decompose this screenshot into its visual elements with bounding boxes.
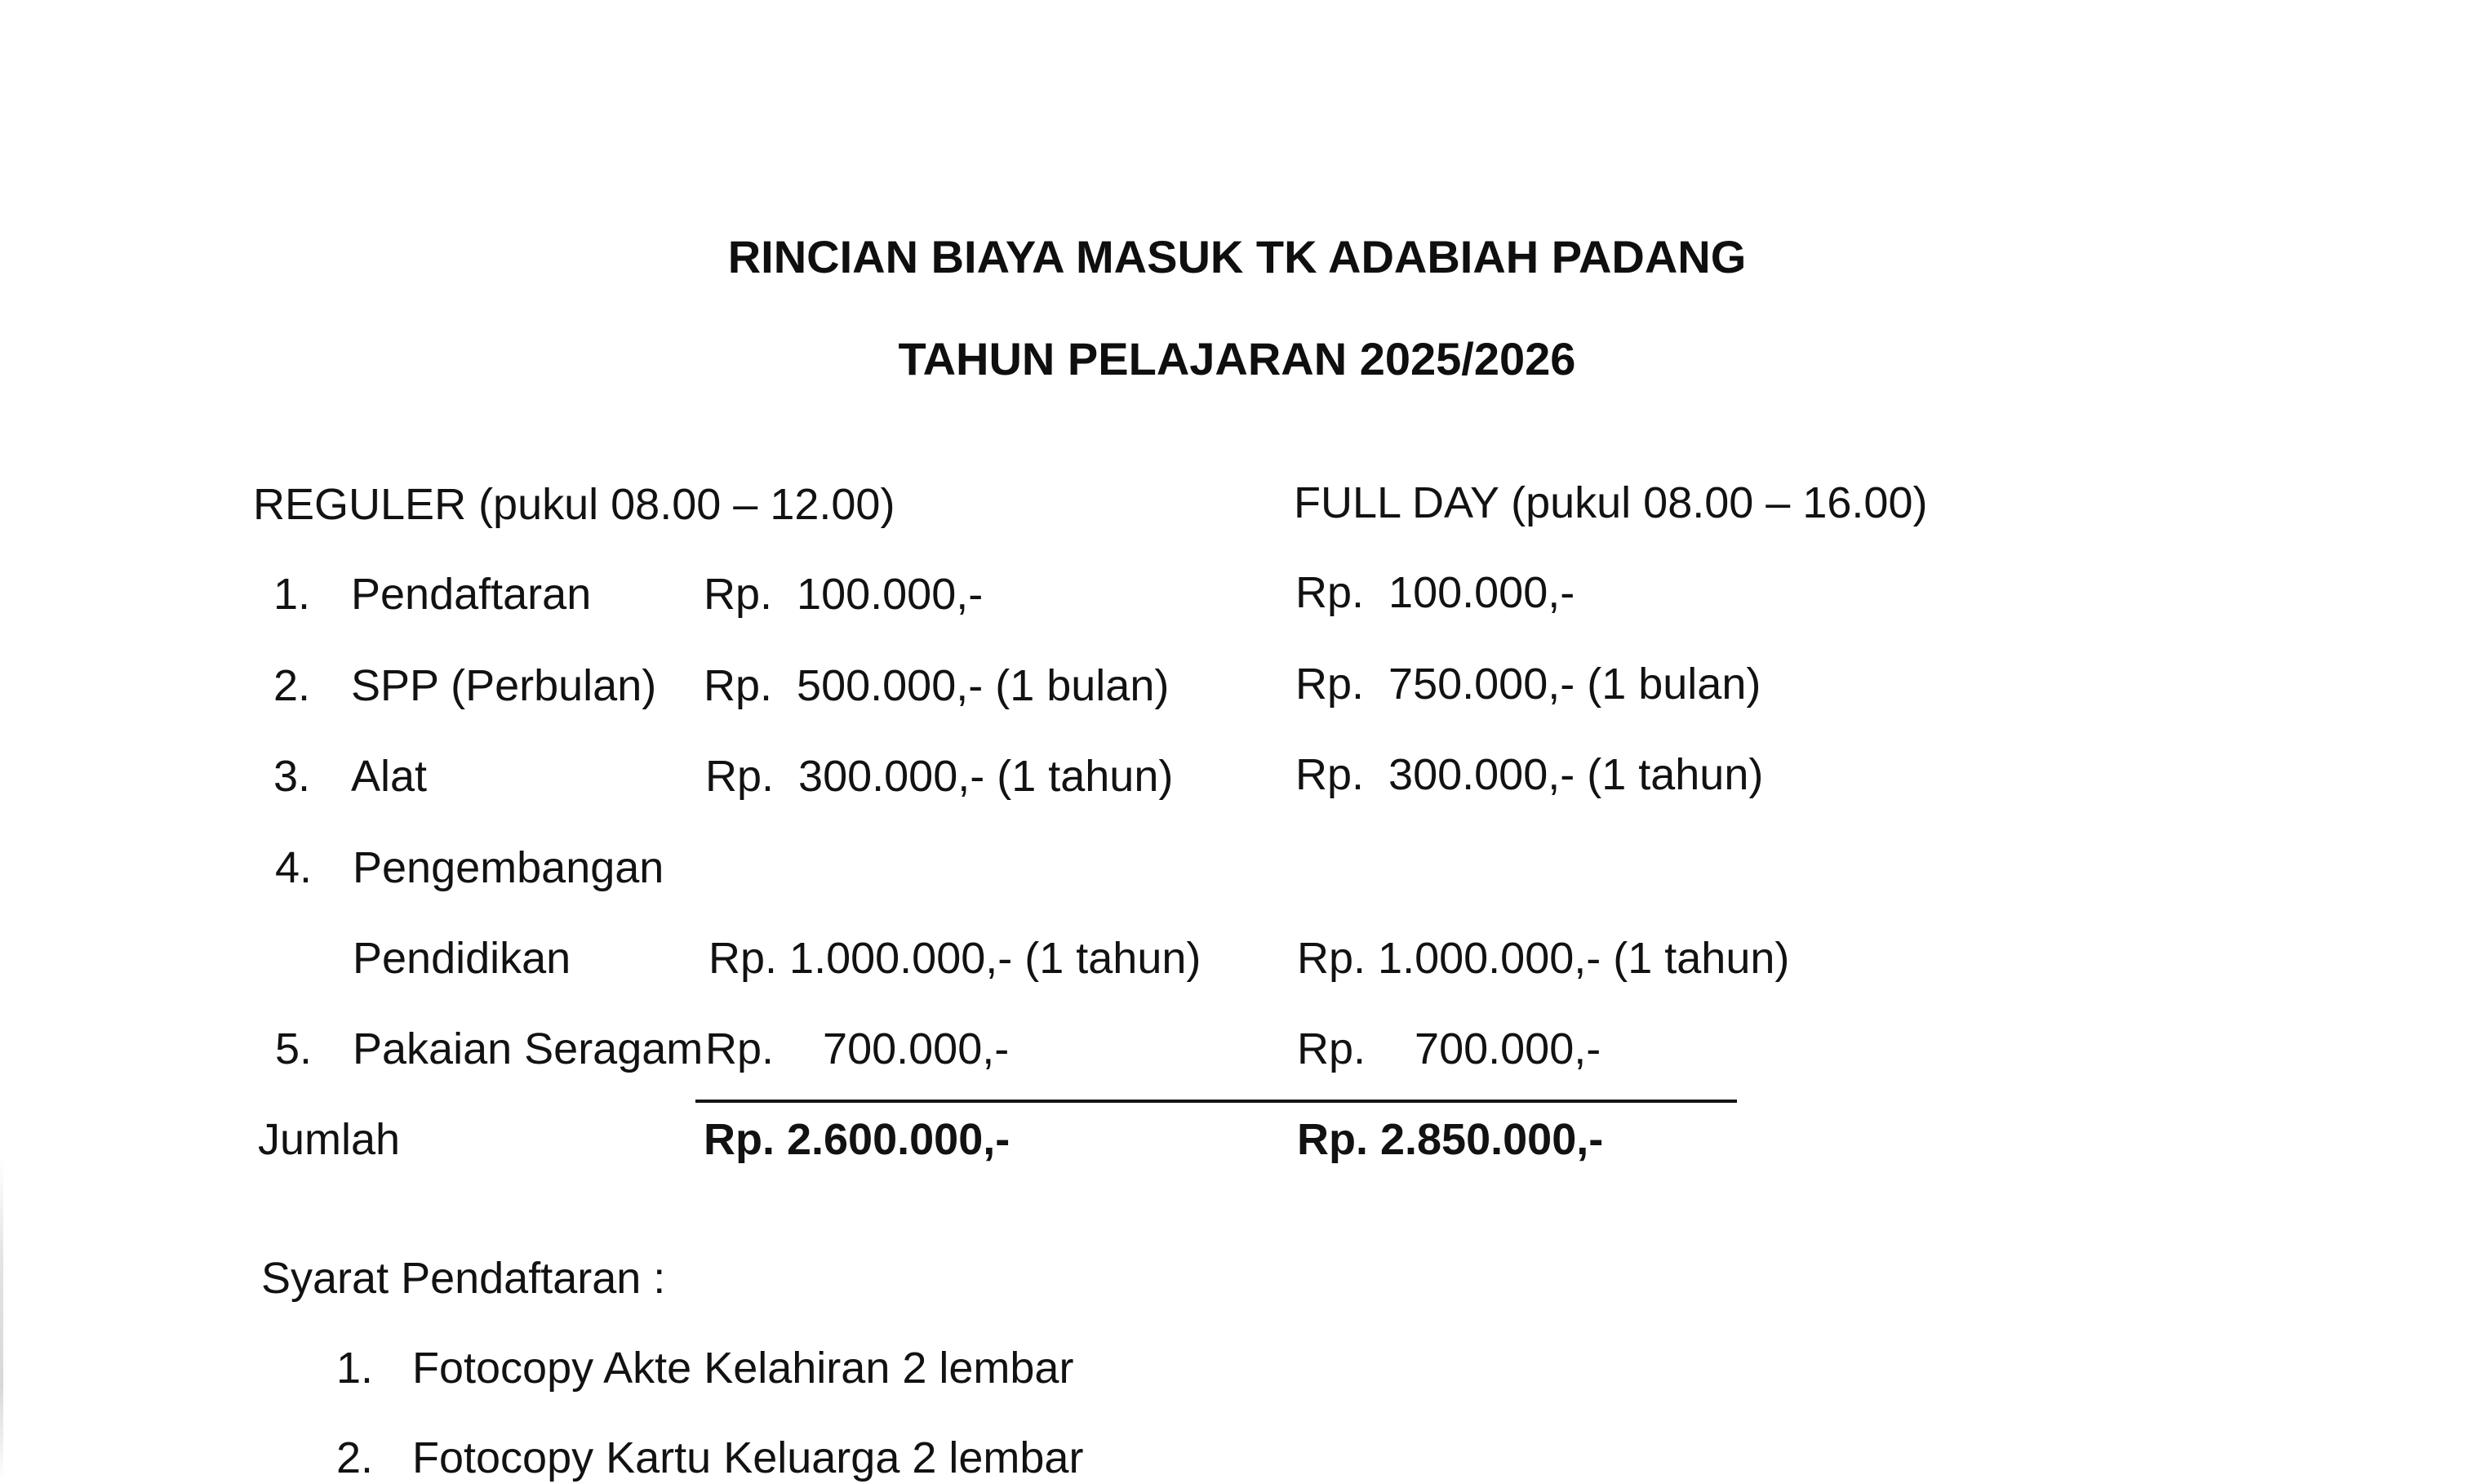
total-fullday: Rp. 2.850.000,-	[1297, 1115, 1604, 1164]
fee-reguler: Rp. 700.000,-	[705, 1024, 1010, 1073]
fee-reguler: Rp. 500.000,- (1 bulan)	[704, 661, 1170, 710]
fee-fullday: Rp. 300.000,- (1 tahun)	[1295, 750, 1764, 799]
total-reguler: Rp. 2.600.000,-	[704, 1115, 1010, 1164]
fee-label: Pendaftaran	[351, 570, 592, 619]
requirement-number: 1.	[336, 1344, 374, 1393]
fee-label: Alat	[351, 752, 428, 801]
fullday-header: FULL DAY (pukul 08.00 – 16.00)	[1294, 478, 1928, 527]
requirements-heading: Syarat Pendaftaran :	[261, 1254, 666, 1303]
total-label: Jumlah	[258, 1115, 401, 1164]
requirement-number: 2.	[336, 1433, 374, 1482]
requirement-text: Fotocopy Akte Kelahiran 2 lembar	[412, 1344, 1074, 1393]
fee-number: 1.	[273, 570, 311, 619]
fee-reguler: Rp. 1.000.000,- (1 tahun)	[708, 934, 1201, 983]
fee-fullday: Rp. 1.000.000,- (1 tahun)	[1297, 934, 1790, 983]
fee-number: 4.	[275, 843, 313, 892]
requirement-text: Fotocopy Kartu Keluarga 2 lembar	[412, 1433, 1084, 1482]
fee-label-continued: Pendidikan	[353, 934, 571, 983]
fee-reguler: Rp. 300.000,- (1 tahun)	[705, 752, 1174, 801]
document-subtitle: TAHUN PELAJARAN 2025/2026	[898, 333, 1576, 384]
fee-label: SPP (Perbulan)	[351, 661, 657, 710]
fee-label: Pakaian Seragam	[353, 1024, 704, 1073]
fee-number: 3.	[273, 752, 311, 801]
scan-edge-shadow	[0, 1159, 3, 1482]
fee-number: 5.	[275, 1024, 313, 1073]
fee-fullday: Rp. 100.000,-	[1295, 568, 1575, 617]
fee-label: Pengembangan	[353, 843, 664, 892]
document-title: RINCIAN BIAYA MASUK TK ADABIAH PADANG	[727, 231, 1747, 282]
reguler-header: REGULER (pukul 08.00 – 12.00)	[253, 480, 895, 529]
fee-fullday: Rp. 750.000,- (1 bulan)	[1295, 660, 1761, 709]
total-separator-line	[695, 1100, 1737, 1103]
fee-number: 2.	[273, 661, 311, 710]
fee-reguler: Rp. 100.000,-	[704, 570, 984, 619]
fee-fullday: Rp. 700.000,-	[1297, 1024, 1601, 1073]
